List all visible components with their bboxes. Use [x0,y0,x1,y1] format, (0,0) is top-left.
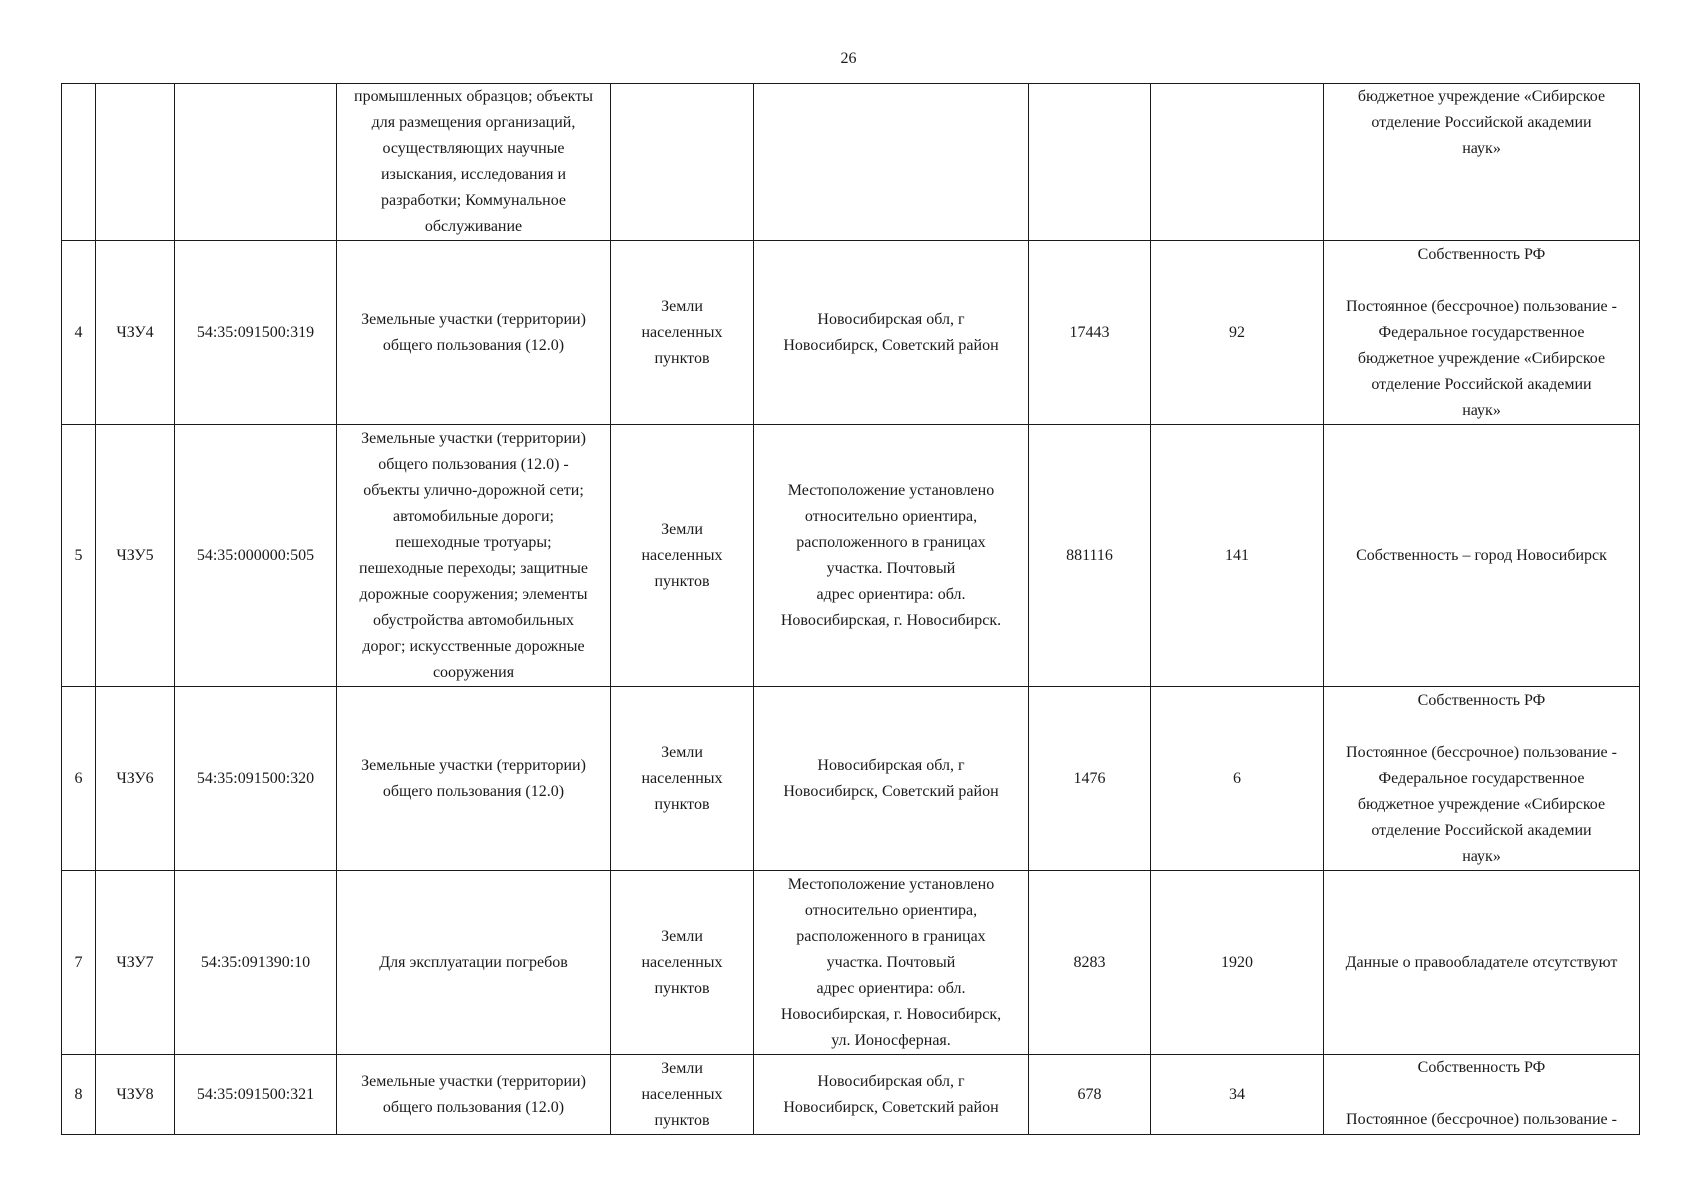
share-cell: 141 [1151,425,1324,687]
address-line: относительно ориентира, [804,901,978,919]
permitted-use-cell [337,687,611,871]
land-category-line: Земли [661,520,703,538]
cadastral-number-cell: 54:35:091500:320 [175,687,337,871]
land-category-line: Земли [661,1059,703,1077]
rights-line: отделение Российской академии [1371,114,1592,131]
permitted-use-line: пешеходные тротуары; [395,533,552,551]
land-category-cell [611,871,754,1055]
permitted-use-line: обустройства автомобильных [372,611,575,629]
area-cell: 881116 [1029,425,1151,687]
land-category-line: населенных [641,769,723,787]
rights-line: Собственность РФ [1417,1059,1546,1076]
plot-code-cell: ЧЗУ6 [96,687,175,871]
address-line: расположенного в границах [796,533,986,551]
land-plots-table [61,83,1640,1135]
table-row [62,241,1640,425]
rights-spacer [1332,268,1631,294]
permitted-use-cell [337,871,611,1055]
rights-line: бюджетное учреждение «Сибирское [1357,349,1606,367]
permitted-use-cell [337,425,611,687]
rights-spacer [1332,714,1631,740]
address-line: участка. Почтовый [826,953,956,971]
permitted-use-line: осуществляющих научные [382,140,565,157]
address-line: Новосибирская обл, г [817,756,965,774]
address-line: адрес ориентира: обл. [816,979,966,997]
address-line: Местоположение установлено [787,875,995,893]
rights-holder-cell [1324,84,1640,241]
share-cell: 92 [1151,241,1324,425]
permitted-use-line: для размещения организаций, [371,114,576,131]
rights-holder-cell [1324,1055,1640,1135]
cadastral-number-cell: 54:35:000000:505 [175,425,337,687]
rights-line: Федеральное государственное [1378,323,1585,341]
address-line: Новосибирская, г. Новосибирск. [780,611,1002,629]
table-row [62,687,1640,871]
permitted-use-line: общего пользования (12.0) [382,1098,565,1116]
rights-line: Собственность – город Новосибирск [1356,546,1607,564]
permitted-use-line: Земельные участки (территории) [361,429,586,447]
area-cell: 8283 [1029,871,1151,1055]
cadastral-number-cell: 54:35:091500:319 [175,241,337,425]
permitted-use-line: Земельные участки (территории) [361,1072,586,1090]
land-category-cell [611,241,754,425]
land-category-line: населенных [641,323,723,341]
land-category-line: пунктов [654,1111,710,1129]
plot-code-cell: ЧЗУ4 [96,241,175,425]
area-cell: 1476 [1029,687,1151,871]
row-number-cell: 6 [62,687,96,871]
address-line: Новосибирск, Советский район [783,336,999,354]
area-cell: 678 [1029,1055,1151,1135]
rights-line: Собственность РФ [1417,245,1546,263]
cadastral-number-cell: 54:35:091390:10 [175,871,337,1055]
row-number-cell: 4 [62,241,96,425]
land-category-cell [611,425,754,687]
rights-line: Постоянное (бессрочное) пользование - [1346,297,1617,315]
permitted-use-cell [337,1055,611,1135]
share-cell [1151,84,1324,241]
table-row [62,1055,1640,1135]
rights-line: наук» [1462,847,1501,865]
rights-line: Федеральное государственное [1378,769,1585,787]
rights-line: отделение Российской академии [1371,821,1592,839]
rights-line: бюджетное учреждение «Сибирское [1357,795,1606,813]
land-category-line: пунктов [654,572,710,590]
area-cell [1029,84,1151,241]
rights-line: наук» [1462,140,1501,157]
permitted-use-line: изыскания, исследования и [380,166,567,183]
address-line: Новосибирская обл, г [817,1072,965,1090]
permitted-use-line: дорожные сооружения; элементы [359,585,588,603]
address-line: участка. Почтовый [826,559,956,577]
row-number-cell: 7 [62,871,96,1055]
cadastral-number-cell: 54:35:091500:321 [175,1055,337,1135]
land-category-line: населенных [641,1085,723,1103]
permitted-use-line: автомобильные дороги; [393,507,554,525]
plot-code-cell: ЧЗУ7 [96,871,175,1055]
address-line: Местоположение установлено [787,481,995,499]
land-category-line: пунктов [654,795,710,813]
permitted-use-line: объекты улично-дорожной сети; [363,481,584,499]
land-category-line: Земли [661,927,703,945]
row-number-cell [62,84,96,241]
permitted-use-line: обслуживание [424,218,523,235]
address-line: Новосибирская, г. Новосибирск, [780,1005,1002,1023]
plot-code-cell [96,84,175,241]
permitted-use-line: промышленных образцов; объекты [354,88,593,105]
land-category-cell [611,687,754,871]
rights-holder-cell [1324,425,1640,687]
land-category-cell [611,1055,754,1135]
rights-spacer [1332,1081,1631,1107]
rights-line: наук» [1462,401,1501,419]
land-category-cell [611,84,754,241]
land-category-line: пунктов [654,349,710,367]
share-cell: 1920 [1151,871,1324,1055]
land-category-line: Земли [661,743,703,761]
cadastral-number-cell [175,84,337,241]
land-category-line: пунктов [654,979,710,997]
address-line: относительно ориентира, [804,507,978,525]
rights-line: Постоянное (бессрочное) пользование - [1346,743,1617,761]
permitted-use-line: Для эксплуатации погребов [379,953,568,971]
permitted-use-line: сооружения [432,663,515,681]
permitted-use-cell [337,84,611,241]
address-line: Новосибирская обл, г [817,310,965,328]
permitted-use-line: разработки; Коммунальное [381,192,566,209]
permitted-use-cell [337,241,611,425]
share-cell: 6 [1151,687,1324,871]
permitted-use-line: общего пользования (12.0) [382,336,565,354]
row-number-cell: 8 [62,1055,96,1135]
plot-code-cell: ЧЗУ5 [96,425,175,687]
rights-line: Данные о правообладателе отсутствуют [1345,953,1618,971]
rights-line: отделение Российской академии [1371,375,1592,393]
table-row [62,871,1640,1055]
address-cell [754,1055,1029,1135]
rights-line: Постоянное (бессрочное) пользование - [1346,1111,1617,1128]
address-line: Новосибирск, Советский район [783,1098,999,1116]
plot-code-cell: ЧЗУ8 [96,1055,175,1135]
page-number: 26 [840,50,857,67]
permitted-use-line: общего пользования (12.0) [382,782,565,800]
land-category-line: Земли [661,297,703,315]
address-cell [754,425,1029,687]
row-number-cell: 5 [62,425,96,687]
table-row [62,425,1640,687]
land-category-line: населенных [641,546,723,564]
rights-line: бюджетное учреждение «Сибирское [1357,88,1606,105]
address-line: ул. Ионосферная. [831,1031,951,1049]
permitted-use-line: пешеходные переходы; защитные [359,559,588,577]
rights-holder-cell [1324,871,1640,1055]
rights-holder-cell [1324,241,1640,425]
permitted-use-line: дорог; искусственные дорожные [362,637,585,655]
rights-line: Собственность РФ [1417,691,1546,709]
address-line: адрес ориентира: обл. [816,585,966,603]
table-row [62,84,1640,241]
address-line: расположенного в границах [796,927,986,945]
address-cell [754,871,1029,1055]
address-line: Новосибирск, Советский район [783,782,999,800]
address-cell [754,687,1029,871]
land-category-line: населенных [641,953,723,971]
permitted-use-line: Земельные участки (территории) [361,310,586,328]
rights-holder-cell [1324,687,1640,871]
permitted-use-line: общего пользования (12.0) - [378,455,569,473]
address-cell [754,84,1029,241]
address-cell [754,241,1029,425]
share-cell: 34 [1151,1055,1324,1135]
permitted-use-line: Земельные участки (территории) [361,756,586,774]
area-cell: 17443 [1029,241,1151,425]
